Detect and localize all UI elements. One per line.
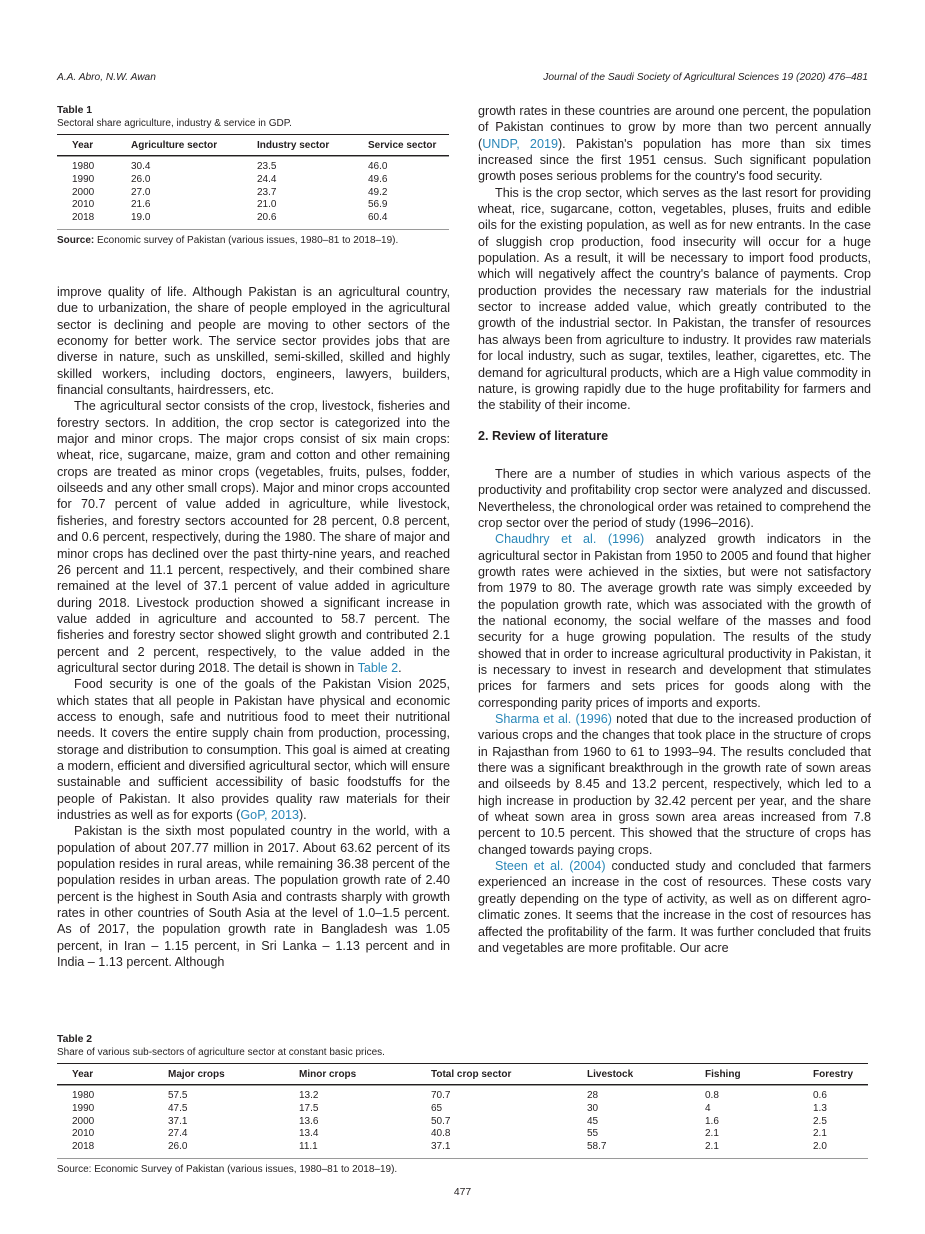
source-label: Source: <box>57 234 95 246</box>
table-cell: 46.0 <box>368 161 388 172</box>
paragraph-text: noted that due to the increased production of various crops and the changes that took place in the structure of crops in Rajasthan from 1960 to 61 to 1993–94. The results concluded that there was a significant breakthrough in the growth rate of sown areas and oilseeds by 8.45 and 13.2 percent, respectively, which led to a high increase in production by 32.42 percent per year, and the share of wheat sown area in gross sown area areas increased from 7.8 percent to 10.5 percent. This showed that the structure of crops has changed towards paying crops. <box>478 712 871 857</box>
table-row <box>57 1128 868 1141</box>
table-cell: 0.6 <box>813 1090 827 1101</box>
table-2-caption: Share of various sub-sectors of agriculture sector at constant basic prices. <box>57 1047 385 1058</box>
table-cell: 2010 <box>72 1128 95 1140</box>
section-heading: 2. Review of literature <box>478 428 609 443</box>
table-1-header-service: Service sector <box>368 140 437 151</box>
undp-2019-citation-link[interactable]: UNDP, 2019 <box>482 136 558 151</box>
table-2-title: Table 2 <box>57 1034 93 1045</box>
paragraph: This is the crop sector, which serves as the last resort for providing wheat, rice, sugarcane, cotton, vegetables, pluses, fruits and edible oils for the existing population, as well as for new entrants. In the case of sluggish crop production, food insecurity will occur for a huge population. As a result, it will be necessary to import food products, which will negatively affect the country's balance of payments. Crop production provides the necessary raw materials for the industrial sector to increase added value, which greatly contributed to the growth of the industrial sector. In Pakistan, the transfer of resources has always been from agriculture to industry. It provides raw materials for local industry, such as sugar, textiles, leather, cigarettes, etc. The demand for agricultural products, which are a High value commodity in nature, is growing rapidly due to the huge profitability for farmers and the stability of their income. <box>478 185 871 413</box>
table-cell: 26.0 <box>131 173 151 185</box>
table-1-grid <box>57 134 449 230</box>
table-2 <box>57 1033 868 1176</box>
gop-2013-citation-link[interactable]: GoP, 2013 <box>240 808 299 822</box>
paragraph-text: ). <box>298 808 307 822</box>
table-1-header-industry: Industry sector <box>257 140 330 151</box>
table-cell: 19.0 <box>131 212 151 224</box>
table-cell: 2018 <box>72 1141 95 1153</box>
table-cell: 21.6 <box>131 199 151 211</box>
table-cell: 20.6 <box>257 212 277 224</box>
table-cell: 1980 <box>72 161 95 172</box>
table-row <box>57 1103 868 1116</box>
table-cell: 17.5 <box>299 1102 319 1114</box>
paragraph-text: analyzed growth indicators in the agricultural sector in Pakistan from 1950 to 2005 and found that higher growth rates were achieved in the sixties, but were not satisfactory from 1979 to 80. The average growth rate was simply exceeded by the population growth rate, which was associated with the growth of the national economy, the social welfare of the masses and food security for a huge growing population. The results of the study showed that in order to increase agricultural productivity in Pakistan, it is necessary to invest in research and development that stimulates prices for farmers and sets prices for goods along with the corresponding parity prices of imports and exports. <box>478 532 872 710</box>
table-cell: 57.5 <box>168 1090 188 1101</box>
paragraph-text: . <box>398 660 402 675</box>
table-cell: 2010 <box>72 199 95 211</box>
table-cell: 1990 <box>72 1102 95 1114</box>
table-1-header-agriculture: Agriculture sector <box>131 140 218 151</box>
table-cell: 70.7 <box>431 1090 451 1101</box>
table-cell: 40.8 <box>431 1128 451 1140</box>
steen-2004-citation-link[interactable]: Steen et al. (2004) <box>495 859 606 874</box>
table-cell: 30.4 <box>131 161 151 172</box>
paragraph: Pakistan is the sixth most populated country in the world, with a population of about 207.77 million in 2017. About 63.62 percent of its population resides in rural areas, while remaining 36.38 percent of the population resides in urban areas. The population growth rate of 2.40 percent is the highest in South Asia and contrasts sharply with growth rates in other countries of South Asia at the level of 1.0–1.5 percent. As of 2017, the population growth rate in Bangladesh was 1.05 percent, in Iran – 1.15 percent, in Sri Lanka – 1.13 percent and in India – 1.13 percent. Although <box>57 824 450 970</box>
paragraph <box>57 676 450 823</box>
table-cell: 30 <box>587 1102 599 1114</box>
table-row <box>57 199 449 212</box>
table-cell: 2018 <box>72 212 95 224</box>
table-cell: 2000 <box>72 1115 95 1127</box>
paragraph-text: The agricultural sector consists of the crop, livestock, fisheries and forestry sectors. In addition, the crop sector is categorized into the major and minor crops. The major crops consist of six main crops: wheat, rice, sugarcane, maize, gram and cotton and other remaining crops are treated as minor crops (vegetables, fruits, pulses, fodder, oilseeds and any other small crops). Major and minor crops accounted for 70.7 percent of value added in agriculture, while livestock, fisheries, and forestry sectors accounted for 28 percent, 0.8 percent, and 0.6 percent, respectively, during the 1980. The share of major and minor crops has declined over the past thirty-nine years, and reached 26 percent and 11.1 percent, respectively, and their combined share remained at the level of 37.1 percent of value added in agriculture during 2018. Livestock production showed a significant increase in value added in agriculture and accounted to 58.7 percent. The fisheries and forestry sector showed slight growth and contributed 2.1 percent and 2 percent, respectively, to the value added in the agricultural sector during 2018. The detail is shown in <box>57 399 450 675</box>
table-cell: 49.6 <box>368 173 388 185</box>
table-1-title: Table 1 <box>57 105 93 116</box>
table-row <box>57 1086 868 1103</box>
table-cell: 13.2 <box>299 1090 319 1101</box>
paragraph <box>478 858 871 956</box>
table-cell: 50.7 <box>431 1115 451 1127</box>
paragraph-text: growth rates in these countries are around one percent, the population of Pakistan continues to grow by more than two percent annually ( <box>478 104 871 151</box>
table-cell: 2.5 <box>813 1115 827 1127</box>
table-cell: 1.6 <box>705 1115 719 1127</box>
table-row <box>57 187 449 200</box>
table-cell: 24.4 <box>257 173 277 185</box>
right-column <box>478 103 871 956</box>
table-cell: 1990 <box>72 173 95 185</box>
table-cell: 27.4 <box>168 1128 188 1140</box>
table-2-header-minor-crops: Minor crops <box>299 1069 357 1080</box>
page-number: 477 <box>453 1187 472 1198</box>
table-cell: 2.1 <box>813 1128 827 1140</box>
table-cell: 21.0 <box>257 199 277 211</box>
table-row <box>57 1116 868 1129</box>
paragraph <box>57 398 450 676</box>
table-cell: 0.8 <box>705 1090 719 1101</box>
table-cell: 26.0 <box>168 1141 188 1153</box>
sharma-1996-citation-link[interactable]: Sharma et al. (1996) <box>495 712 612 727</box>
table-cell: 23.5 <box>257 161 277 172</box>
source-text: Economic survey of Pakistan (various issues, 1980–81 to 2018–19). <box>94 234 399 246</box>
table-2-header-forestry: Forestry <box>813 1069 854 1080</box>
paragraph <box>478 103 871 185</box>
paragraph-text: ). Pakistan's population has more than six times increased since the first 1951 census. Such significant population growth poses serious problems for the country's food security. <box>478 136 871 184</box>
table-cell: 58.7 <box>587 1141 607 1153</box>
table-1-caption: Sectoral share agriculture, industry & service in GDP. <box>57 118 292 129</box>
table-cell: 23.7 <box>257 186 277 198</box>
table-cell: 60.4 <box>368 212 388 224</box>
table-2-header-total-crop-sector: Total crop sector <box>431 1069 512 1080</box>
table-row <box>57 157 449 174</box>
table-cell: 4 <box>705 1102 711 1114</box>
table-cell: 1980 <box>72 1090 95 1101</box>
table-cell: 49.2 <box>368 186 388 198</box>
table-cell: 2.1 <box>705 1128 719 1140</box>
table-cell: 37.1 <box>168 1115 188 1127</box>
running-head-authors: A.A. Abro, N.W. Awan <box>57 72 156 83</box>
left-column <box>57 284 450 970</box>
table-cell: 47.5 <box>168 1102 188 1114</box>
table-1-header-year: Year <box>72 140 94 151</box>
paragraph: improve quality of life. Although Pakistan is an agricultural country, due to urbanization, the share of people employed in the agricultural sector is declining and people are moving to other sectors of the economy for better work. The service sector provides jobs that are diverse in nature, such as unskilled, semi-skilled, skilled and highly skilled workers, including doctors, engineers, lawyers, builders, financial consultants, hairdressers, etc. <box>57 285 450 398</box>
table-cell: 55 <box>587 1128 599 1140</box>
table-1 <box>57 104 449 247</box>
table-cell: 27.0 <box>131 186 151 198</box>
table-row <box>57 212 449 229</box>
table-row <box>57 174 449 187</box>
table-2-header-major-crops: Major crops <box>168 1069 225 1080</box>
table-row <box>57 1141 868 1158</box>
paragraph <box>478 531 871 711</box>
table-cell: 65 <box>431 1102 443 1114</box>
table-cell: 2.1 <box>705 1141 719 1153</box>
table-cell: 11.1 <box>299 1141 318 1153</box>
table-1-source <box>57 234 449 247</box>
paragraph <box>478 711 871 858</box>
table-cell: 1.3 <box>813 1102 827 1114</box>
table-cell: 2.0 <box>813 1141 827 1153</box>
table-2-link[interactable]: Table 2 <box>357 660 399 675</box>
paragraph-text: conducted study and concluded that farmers experienced an increase in the cost of resources. These costs vary greatly depending on the type of activity, as well as on different agro-climatic zones. It seems that the increase in the cost of resources has affected the profitability of the farm. It was further concluded that fruits and vegetables are more profitable. Our acre <box>478 859 871 955</box>
table-2-header-fishing: Fishing <box>705 1069 741 1080</box>
table-2-grid <box>57 1063 868 1159</box>
table-cell: 56.9 <box>368 199 388 211</box>
table-cell: 28 <box>587 1090 599 1101</box>
table-2-header-livestock: Livestock <box>587 1069 634 1080</box>
table-2-source: Source: Economic Survey of Pakistan (various issues, 1980–81 to 2018–19). <box>57 1163 398 1175</box>
table-cell: 2000 <box>72 186 95 198</box>
table-cell: 13.6 <box>299 1115 319 1127</box>
running-head-journal: Journal of the Saudi Society of Agricultural Sciences 19 (2020) 476–481 <box>543 72 868 83</box>
paragraph: There are a number of studies in which various aspects of the productivity and profitability crop sector were analyzed and discussed. Nevertheless, the chronological order was retained to comprehend the crop sector over the period of study (1996–2016). <box>478 466 871 530</box>
table-cell: 45 <box>587 1115 599 1127</box>
table-cell: 13.4 <box>299 1128 319 1140</box>
table-cell: 37.1 <box>431 1141 451 1153</box>
chaudhry-1996-citation-link[interactable]: Chaudhry et al. (1996) <box>495 532 645 547</box>
paragraph-text: Food security is one of the goals of the Pakistan Vision 2025, which states that all people in Pakistan have physical and economic access to enough, safe and nutritious food to meet their nutritional needs. It covers the entire supply chain from production, processing, storage and distribution to consumption. This goal is aimed at creating a modern, efficient and diversified agricultural sector, which will ensure sustainable and sufficient accessibility of basic foodstuffs for the people of Pakistan. It also provides quality raw materials for their industries as well as for exports ( <box>57 677 450 822</box>
table-2-header-year: Year <box>72 1069 94 1080</box>
